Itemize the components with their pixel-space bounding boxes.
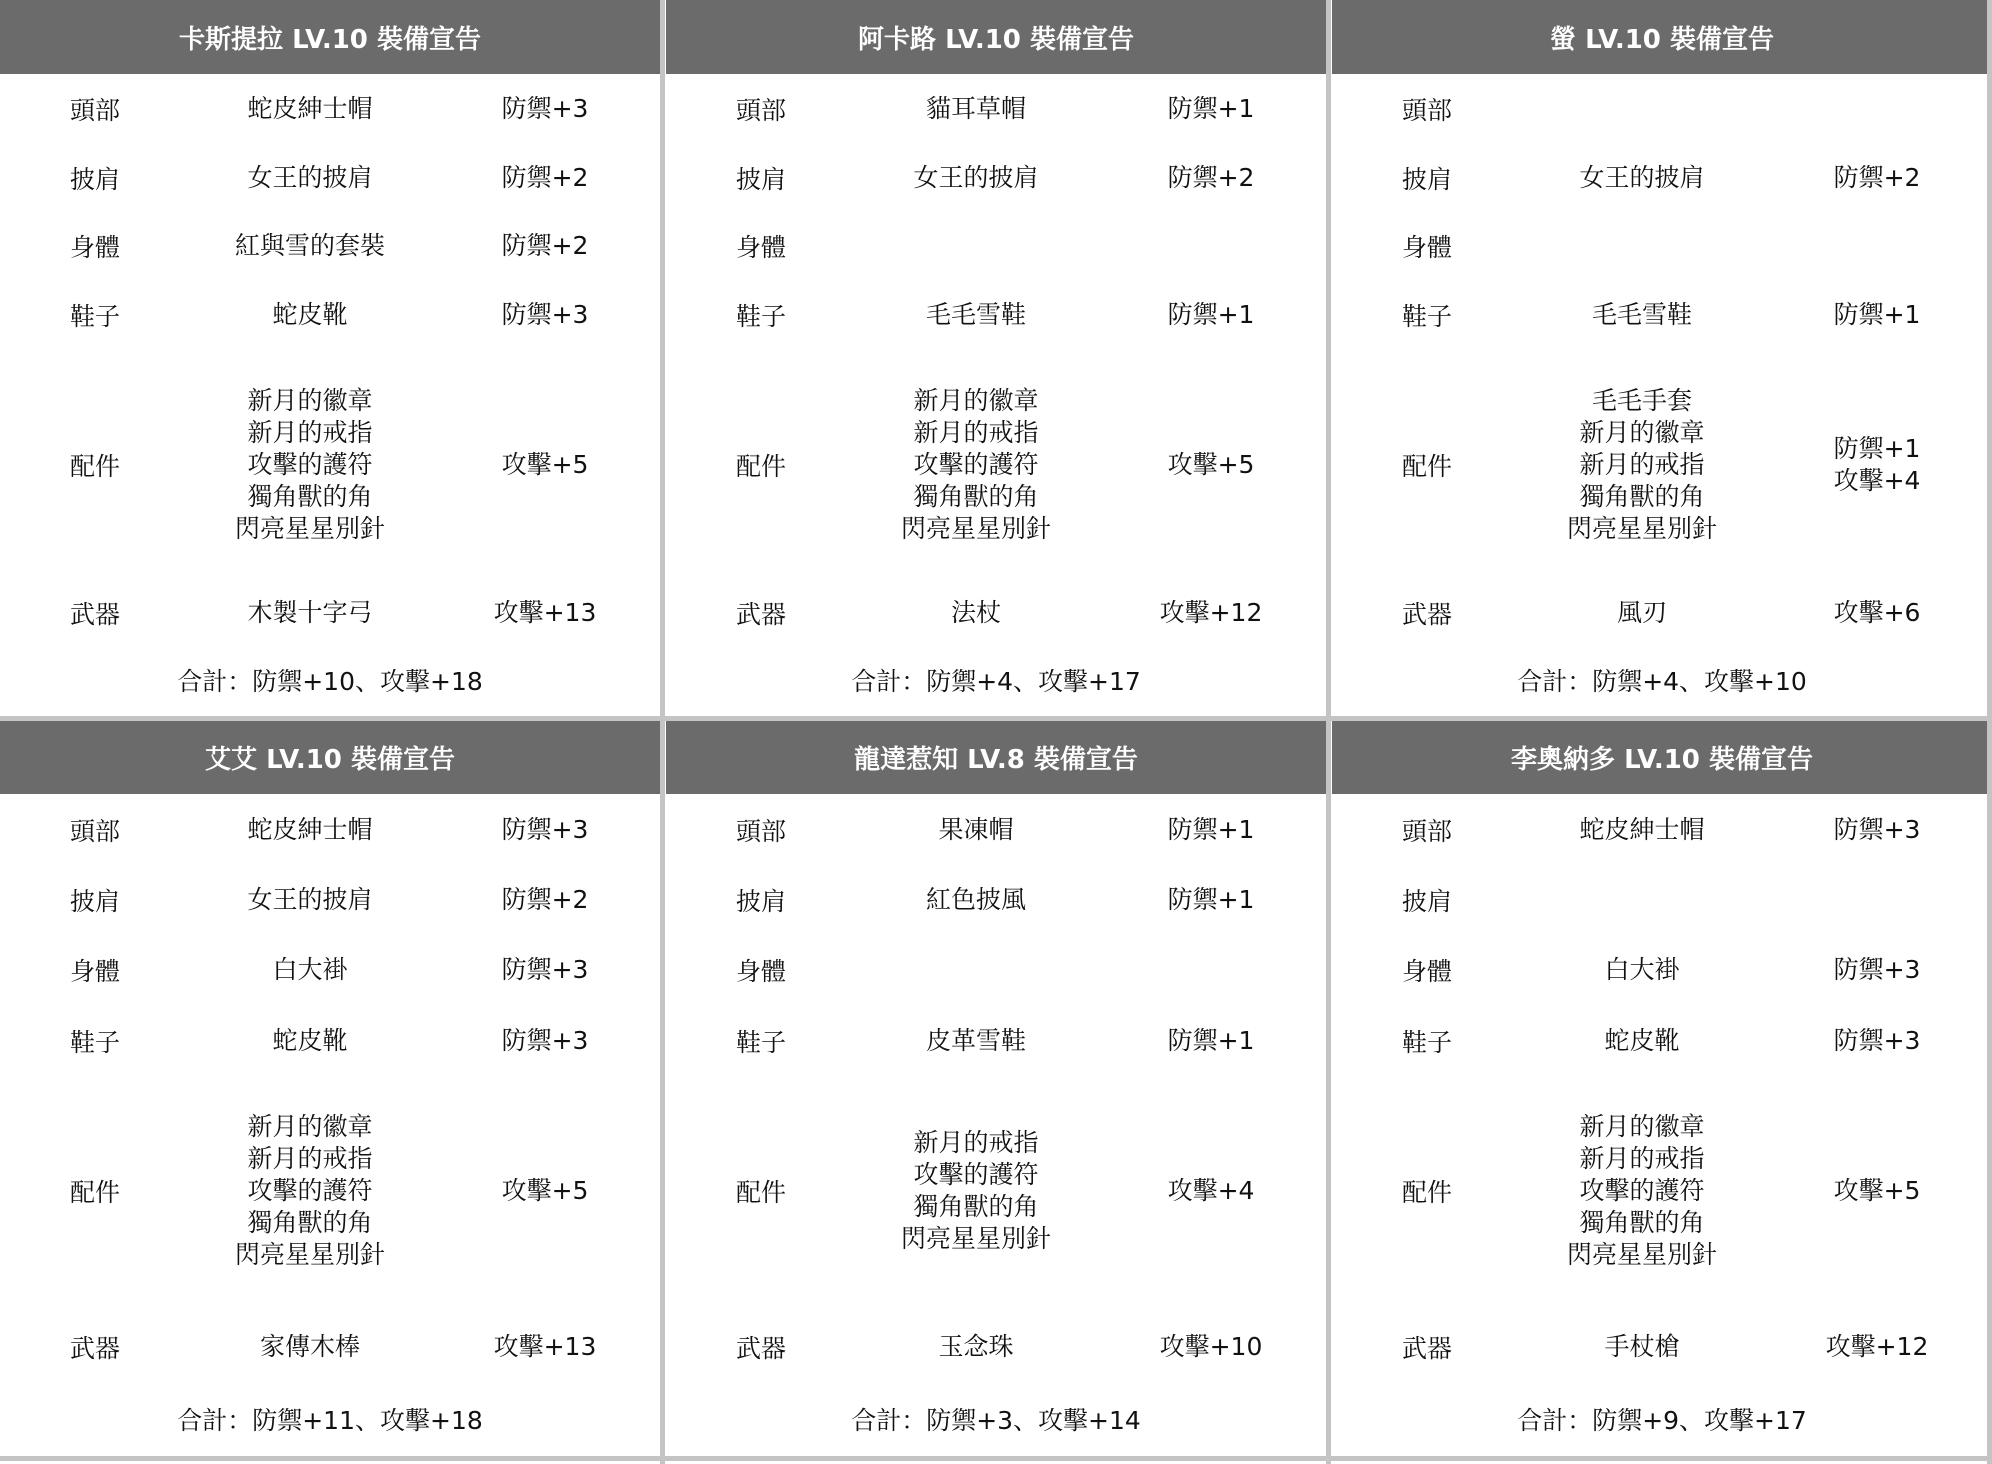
slot-label: 披肩	[736, 165, 787, 194]
slot-label: 武器	[736, 600, 787, 629]
item-list	[826, 1025, 1126, 1057]
stat-line: 防禦+3	[1833, 1026, 1921, 1055]
stat-line: 防禦+1	[1167, 885, 1255, 914]
equipment-row	[666, 1128, 1326, 1253]
item-name: 新月的徽章	[1579, 1112, 1705, 1141]
item-list	[160, 385, 460, 545]
equipment-panel	[1332, 720, 1992, 1460]
item-list	[826, 299, 1126, 331]
item-list	[826, 385, 1126, 545]
item-name: 毛毛雪鞋	[925, 300, 1026, 329]
slot-label: 身體	[70, 233, 121, 262]
item-name: 攻擊的護符	[913, 1160, 1039, 1189]
stat-line: 攻擊+5	[501, 1176, 589, 1205]
item-list	[1492, 1025, 1792, 1057]
stat-value	[470, 162, 620, 194]
item-name: 蛇皮紳士帽	[247, 94, 373, 123]
stat-line: 防禦+1	[1167, 300, 1255, 329]
stat-value	[1136, 1175, 1286, 1207]
slot-label: 鞋子	[1402, 1028, 1453, 1057]
total-line: 合計：防禦+4、攻擊+10	[1517, 667, 1807, 696]
equipment-row	[0, 598, 660, 629]
item-list	[160, 1111, 460, 1271]
slot-label: 配件	[1402, 452, 1453, 481]
slot-label: 配件	[736, 452, 787, 481]
equipment-row	[1332, 1332, 1992, 1363]
slot-label: 配件	[1402, 1178, 1453, 1207]
item-name: 蛇皮靴	[1604, 1026, 1680, 1055]
stat-line: 防禦+1	[1167, 815, 1255, 844]
slot-label: 頭部	[1402, 817, 1453, 846]
stat-line: 防禦+3	[1833, 955, 1921, 984]
total-line: 合計：防禦+3、攻擊+14	[851, 1406, 1141, 1435]
grid-divider	[0, 1456, 1992, 1461]
slot-label: 頭部	[70, 817, 121, 846]
equipment-row	[0, 1332, 660, 1363]
stat-line: 攻擊+4	[1167, 1176, 1255, 1205]
item-name: 獨角獸的角	[247, 482, 373, 511]
item-list	[1492, 814, 1792, 846]
stat-value	[1802, 1025, 1952, 1057]
stat-value	[1136, 93, 1286, 125]
item-name: 閃亮星星別針	[234, 514, 385, 543]
item-name: 紅與雪的套裝	[234, 231, 385, 260]
slot-label: 披肩	[1402, 165, 1453, 194]
stat-value	[1136, 299, 1286, 331]
stat-line: 防禦+2	[501, 885, 589, 914]
slot-label: 身體	[736, 233, 787, 262]
item-name: 獨角獸的角	[913, 482, 1039, 511]
slot-label: 披肩	[70, 887, 121, 916]
stat-value	[1136, 1025, 1286, 1057]
stat-line: 防禦+2	[1167, 163, 1255, 192]
stat-value	[1136, 162, 1286, 194]
item-name: 新月的徽章	[913, 386, 1039, 415]
item-name: 風刃	[1616, 598, 1667, 627]
item-name: 手杖槍	[1604, 1332, 1680, 1361]
item-list	[1492, 1331, 1792, 1363]
item-name: 果凍帽	[938, 815, 1014, 844]
equipment-row	[1332, 163, 1992, 194]
slot-label: 披肩	[736, 887, 787, 916]
stat-value	[470, 597, 620, 629]
panel-title: 龍達惹知 LV.8 裝備宣告	[666, 720, 1326, 794]
equipment-row	[666, 1026, 1326, 1057]
panel-title: 阿卡路 LV.10 裝備宣告	[666, 0, 1326, 74]
equipment-row	[1332, 96, 1992, 125]
equipment-row	[0, 231, 660, 262]
item-list	[1492, 385, 1792, 545]
equipment-row	[0, 885, 660, 916]
slot-label: 武器	[1402, 1334, 1453, 1363]
item-list	[160, 954, 460, 986]
item-list	[1492, 1111, 1792, 1271]
slot-label: 鞋子	[736, 302, 787, 331]
total-line: 合計：防禦+11、攻擊+18	[177, 1406, 483, 1435]
total-line: 合計：防禦+4、攻擊+17	[851, 667, 1141, 696]
slot-label: 鞋子	[70, 1028, 121, 1057]
item-name: 女王的披肩	[247, 885, 373, 914]
slot-label: 身體	[736, 957, 787, 986]
stat-value	[1802, 1175, 1952, 1207]
stat-line: 防禦+3	[501, 955, 589, 984]
equipment-panel	[666, 720, 1326, 1460]
equipment-row	[1332, 815, 1992, 846]
equipment-panel	[1332, 0, 1992, 716]
slot-label: 身體	[1402, 957, 1453, 986]
item-name: 家傳木棒	[259, 1332, 360, 1361]
item-list	[1492, 299, 1792, 331]
grid-divider	[1326, 0, 1331, 1464]
equipment-row	[1332, 887, 1992, 916]
panel-title: 艾艾 LV.10 裝備宣告	[0, 720, 660, 794]
item-name: 閃亮星星別針	[234, 1240, 385, 1269]
item-list	[826, 597, 1126, 629]
slot-label: 鞋子	[736, 1028, 787, 1057]
item-list	[826, 93, 1126, 125]
equipment-row	[0, 163, 660, 194]
item-name: 新月的戒指	[247, 418, 373, 447]
item-name: 攻擊的護符	[1579, 1176, 1705, 1205]
item-list	[160, 162, 460, 194]
item-list	[160, 814, 460, 846]
equipment-row	[0, 1026, 660, 1057]
equipment-panel	[0, 0, 660, 716]
stat-line: 攻擊+6	[1833, 598, 1921, 627]
item-name: 新月的戒指	[247, 1144, 373, 1173]
equipment-row	[1332, 233, 1992, 262]
item-list	[826, 1127, 1126, 1255]
equipment-row	[666, 233, 1326, 262]
slot-label: 配件	[736, 1178, 787, 1207]
slot-label: 鞋子	[70, 302, 121, 331]
item-name: 白大褂	[272, 955, 348, 984]
stat-value	[1136, 884, 1286, 916]
equipment-row	[666, 386, 1326, 543]
stat-line: 防禦+3	[501, 1026, 589, 1055]
item-name: 攻擊的護符	[247, 450, 373, 479]
item-name: 新月的戒指	[1579, 1144, 1705, 1173]
stat-line: 攻擊+10	[1159, 1332, 1263, 1361]
slot-label: 披肩	[70, 165, 121, 194]
total-line: 合計：防禦+9、攻擊+17	[1517, 1406, 1807, 1435]
stat-value	[1802, 162, 1952, 194]
equipment-row	[0, 1112, 660, 1269]
item-name: 獨角獸的角	[247, 1208, 373, 1237]
item-name: 女王的披肩	[247, 163, 373, 192]
slot-label: 頭部	[1402, 96, 1453, 125]
grid-divider	[1987, 0, 1992, 1464]
panel-title: 卡斯提拉 LV.10 裝備宣告	[0, 0, 660, 74]
slot-label: 頭部	[70, 96, 121, 125]
item-list	[826, 1331, 1126, 1363]
equipment-row	[1332, 386, 1992, 543]
item-name: 攻擊的護符	[247, 1176, 373, 1205]
item-name: 毛毛手套	[1591, 386, 1692, 415]
item-name: 獨角獸的角	[1579, 1208, 1705, 1237]
stat-line: 攻擊+5	[1833, 1176, 1921, 1205]
stat-line: 防禦+3	[501, 94, 589, 123]
stat-line: 防禦+2	[1833, 163, 1921, 192]
equipment-row	[1332, 955, 1992, 986]
item-name: 蛇皮靴	[272, 300, 348, 329]
item-name: 獨角獸的角	[913, 1192, 1039, 1221]
item-name: 新月的戒指	[913, 418, 1039, 447]
stat-value	[1802, 433, 1952, 497]
item-name: 獨角獸的角	[1579, 482, 1705, 511]
equipment-row	[1332, 598, 1992, 629]
item-list	[1492, 162, 1792, 194]
stat-line: 攻擊+12	[1159, 598, 1263, 627]
item-name: 玉念珠	[938, 1332, 1014, 1361]
stat-line: 攻擊+5	[501, 450, 589, 479]
item-list	[160, 597, 460, 629]
equipment-row	[666, 163, 1326, 194]
item-name: 新月的戒指	[913, 1128, 1039, 1157]
slot-label: 頭部	[736, 96, 787, 125]
stat-line: 防禦+2	[501, 231, 589, 260]
slot-label: 鞋子	[1402, 302, 1453, 331]
item-name: 貓耳草帽	[925, 94, 1026, 123]
item-name: 新月的戒指	[1579, 450, 1705, 479]
item-name: 閃亮星星別針	[1566, 1240, 1717, 1269]
stat-value	[470, 954, 620, 986]
slot-label: 身體	[70, 957, 121, 986]
panel-title: 螢 LV.10 裝備宣告	[1332, 0, 1992, 74]
slot-label: 武器	[1402, 600, 1453, 629]
equipment-row	[666, 957, 1326, 986]
item-list	[1492, 954, 1792, 986]
slot-label: 披肩	[1402, 887, 1453, 916]
equipment-row	[666, 300, 1326, 331]
equipment-row	[0, 300, 660, 331]
stat-line: 攻擊+13	[493, 598, 597, 627]
stat-line: 防禦+1	[1833, 300, 1921, 329]
slot-label: 武器	[70, 1334, 121, 1363]
stat-line: 防禦+1	[1833, 434, 1921, 463]
item-name: 木製十字弓	[247, 598, 373, 627]
slot-label: 武器	[736, 1334, 787, 1363]
panel-title: 李奧納多 LV.10 裝備宣告	[1332, 720, 1992, 794]
item-name: 攻擊的護符	[913, 450, 1039, 479]
stat-value	[1136, 597, 1286, 629]
equipment-row	[666, 815, 1326, 846]
stat-value	[1136, 449, 1286, 481]
equipment-row	[1332, 1026, 1992, 1057]
slot-label: 配件	[70, 1178, 121, 1207]
stat-line: 防禦+3	[501, 815, 589, 844]
stat-value	[1802, 597, 1952, 629]
item-list	[160, 299, 460, 331]
stat-line: 防禦+3	[501, 300, 589, 329]
grid-divider	[0, 716, 1992, 721]
stat-value	[470, 299, 620, 331]
slot-label: 配件	[70, 452, 121, 481]
equipment-row	[1332, 300, 1992, 331]
stat-line: 攻擊+4	[1833, 466, 1921, 495]
equipment-row	[1332, 1112, 1992, 1269]
item-name: 皮革雪鞋	[925, 1026, 1026, 1055]
stat-value	[1802, 299, 1952, 331]
item-name: 法杖	[950, 598, 1001, 627]
equipment-panel	[666, 0, 1326, 716]
equipment-row	[666, 94, 1326, 125]
stat-line: 防禦+2	[501, 163, 589, 192]
item-list	[160, 93, 460, 125]
item-name: 閃亮星星別針	[900, 514, 1051, 543]
stat-value	[1802, 814, 1952, 846]
item-name: 毛毛雪鞋	[1591, 300, 1692, 329]
item-name: 蛇皮紳士帽	[1579, 815, 1705, 844]
item-list	[160, 1331, 460, 1363]
stat-line: 攻擊+5	[1167, 450, 1255, 479]
slot-label: 頭部	[736, 817, 787, 846]
equipment-row	[0, 386, 660, 543]
stat-value	[470, 1331, 620, 1363]
stat-line: 攻擊+12	[1825, 1332, 1929, 1361]
stat-value	[1136, 814, 1286, 846]
stat-value	[470, 884, 620, 916]
stat-value	[470, 814, 620, 846]
item-list	[826, 884, 1126, 916]
equipment-row	[0, 94, 660, 125]
stat-line: 防禦+3	[1833, 815, 1921, 844]
item-name: 新月的徽章	[1579, 418, 1705, 447]
slot-label: 武器	[70, 600, 121, 629]
equipment-row	[666, 598, 1326, 629]
equipment-row	[666, 885, 1326, 916]
stat-line: 防禦+1	[1167, 1026, 1255, 1055]
item-list	[826, 162, 1126, 194]
stat-value	[1136, 1331, 1286, 1363]
stat-value	[470, 449, 620, 481]
item-name: 新月的徽章	[247, 1112, 373, 1141]
stat-line: 防禦+1	[1167, 94, 1255, 123]
equipment-panel	[0, 720, 660, 1460]
stat-value	[470, 230, 620, 262]
stat-value	[470, 93, 620, 125]
item-list	[160, 1025, 460, 1057]
equipment-row	[666, 1332, 1326, 1363]
stat-value	[470, 1025, 620, 1057]
item-name: 閃亮星星別針	[1566, 514, 1717, 543]
item-name: 紅色披風	[925, 885, 1026, 914]
item-list	[826, 814, 1126, 846]
item-name: 蛇皮靴	[272, 1026, 348, 1055]
item-name: 蛇皮紳士帽	[247, 815, 373, 844]
stat-value	[1802, 954, 1952, 986]
stat-value	[470, 1175, 620, 1207]
item-name: 女王的披肩	[913, 163, 1039, 192]
stat-line: 攻擊+13	[493, 1332, 597, 1361]
grid-divider	[660, 0, 665, 1464]
equipment-row	[0, 815, 660, 846]
item-list	[1492, 597, 1792, 629]
item-name: 女王的披肩	[1579, 163, 1705, 192]
item-list	[160, 230, 460, 262]
equipment-row	[0, 955, 660, 986]
item-name: 新月的徽章	[247, 386, 373, 415]
slot-label: 身體	[1402, 233, 1453, 262]
item-name: 閃亮星星別針	[900, 1224, 1051, 1253]
stat-value	[1802, 1331, 1952, 1363]
total-line: 合計：防禦+10、攻擊+18	[177, 667, 483, 696]
item-list	[160, 884, 460, 916]
item-name: 白大褂	[1604, 955, 1680, 984]
